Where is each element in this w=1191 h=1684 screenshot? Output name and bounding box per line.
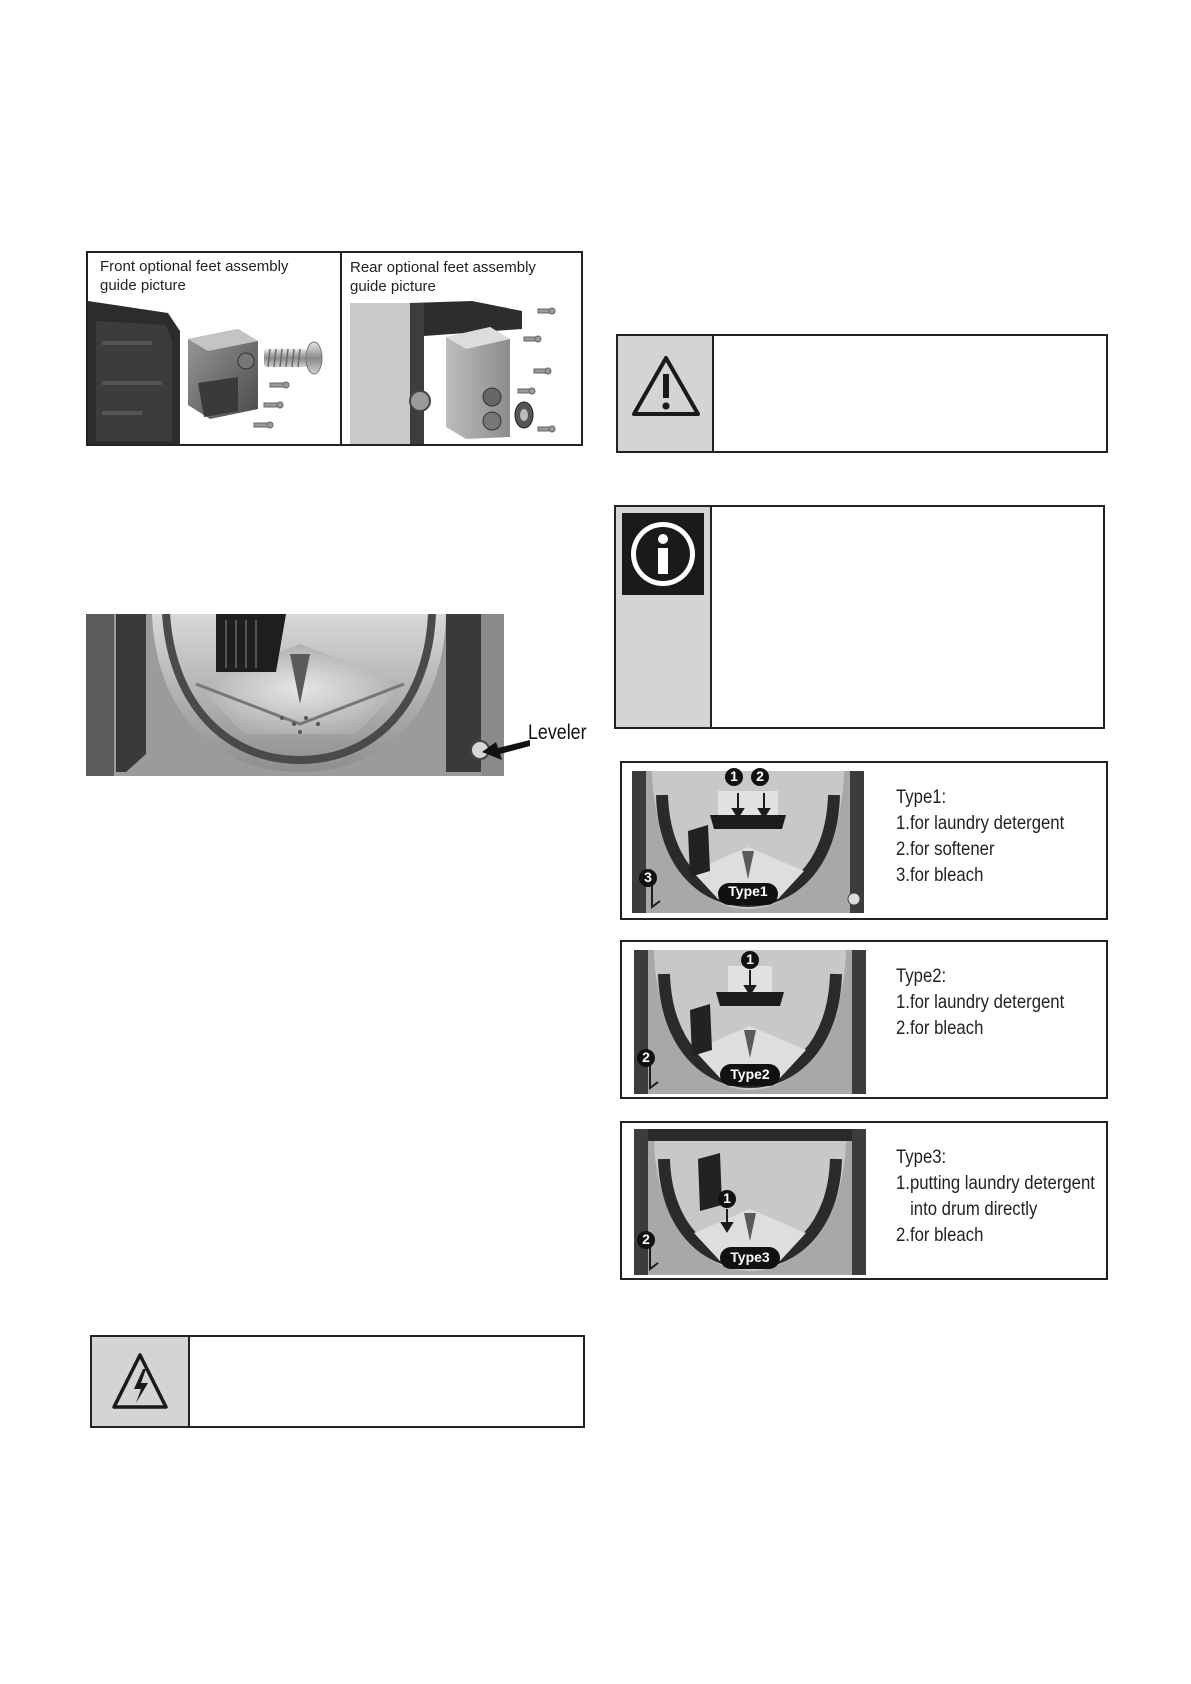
leveler-arrow-icon [480, 730, 532, 760]
type1-description: Type1: 1.for laundry detergent 2.for softener 3.for bleach [896, 787, 1065, 886]
caution-icon-cell [618, 336, 714, 451]
leveler-label: Leveler [528, 721, 587, 744]
front-feet-caption: Front optional feet assembly guide picture [100, 258, 289, 294]
type3-marker-2: 2 [636, 1230, 656, 1255]
feet-assembly-guide [86, 251, 583, 446]
leveler-picture [86, 614, 504, 776]
front-feet-picture [88, 301, 338, 444]
type1-marker-2: 2 [750, 767, 770, 792]
electric-hazard-icon [110, 1351, 170, 1413]
rear-feet-picture [342, 297, 582, 444]
rear-feet-caption: Rear optional feet assembly guide picture [350, 259, 536, 295]
info-icon [622, 513, 704, 595]
type3-marker-1: 1 [717, 1189, 737, 1214]
warning-triangle-icon [630, 354, 702, 420]
info-box [614, 505, 1105, 729]
type2-description: Type2: 1.for laundry detergent 2.for bleach [896, 966, 1065, 1039]
type2-badge: Type2 [730, 1066, 770, 1082]
type1-badge: Type1 [728, 883, 768, 899]
type2-marker-2: 2 [636, 1048, 656, 1073]
type1-marker-1: 1 [724, 767, 744, 792]
caution-box [616, 334, 1108, 453]
electric-hazard-box [90, 1335, 585, 1428]
type1-box [620, 761, 1108, 920]
type2-marker-1: 1 [740, 950, 760, 975]
electric-icon-cell [92, 1337, 190, 1426]
type1-marker-3: 3 [638, 868, 658, 893]
info-icon-cell [616, 507, 712, 727]
type2-box [620, 940, 1108, 1099]
type3-description: Type3: 1.putting laundry detergent into drum directly 2.for bleach [896, 1147, 1095, 1246]
type3-badge: Type3 [730, 1249, 770, 1265]
type3-box [620, 1121, 1108, 1280]
